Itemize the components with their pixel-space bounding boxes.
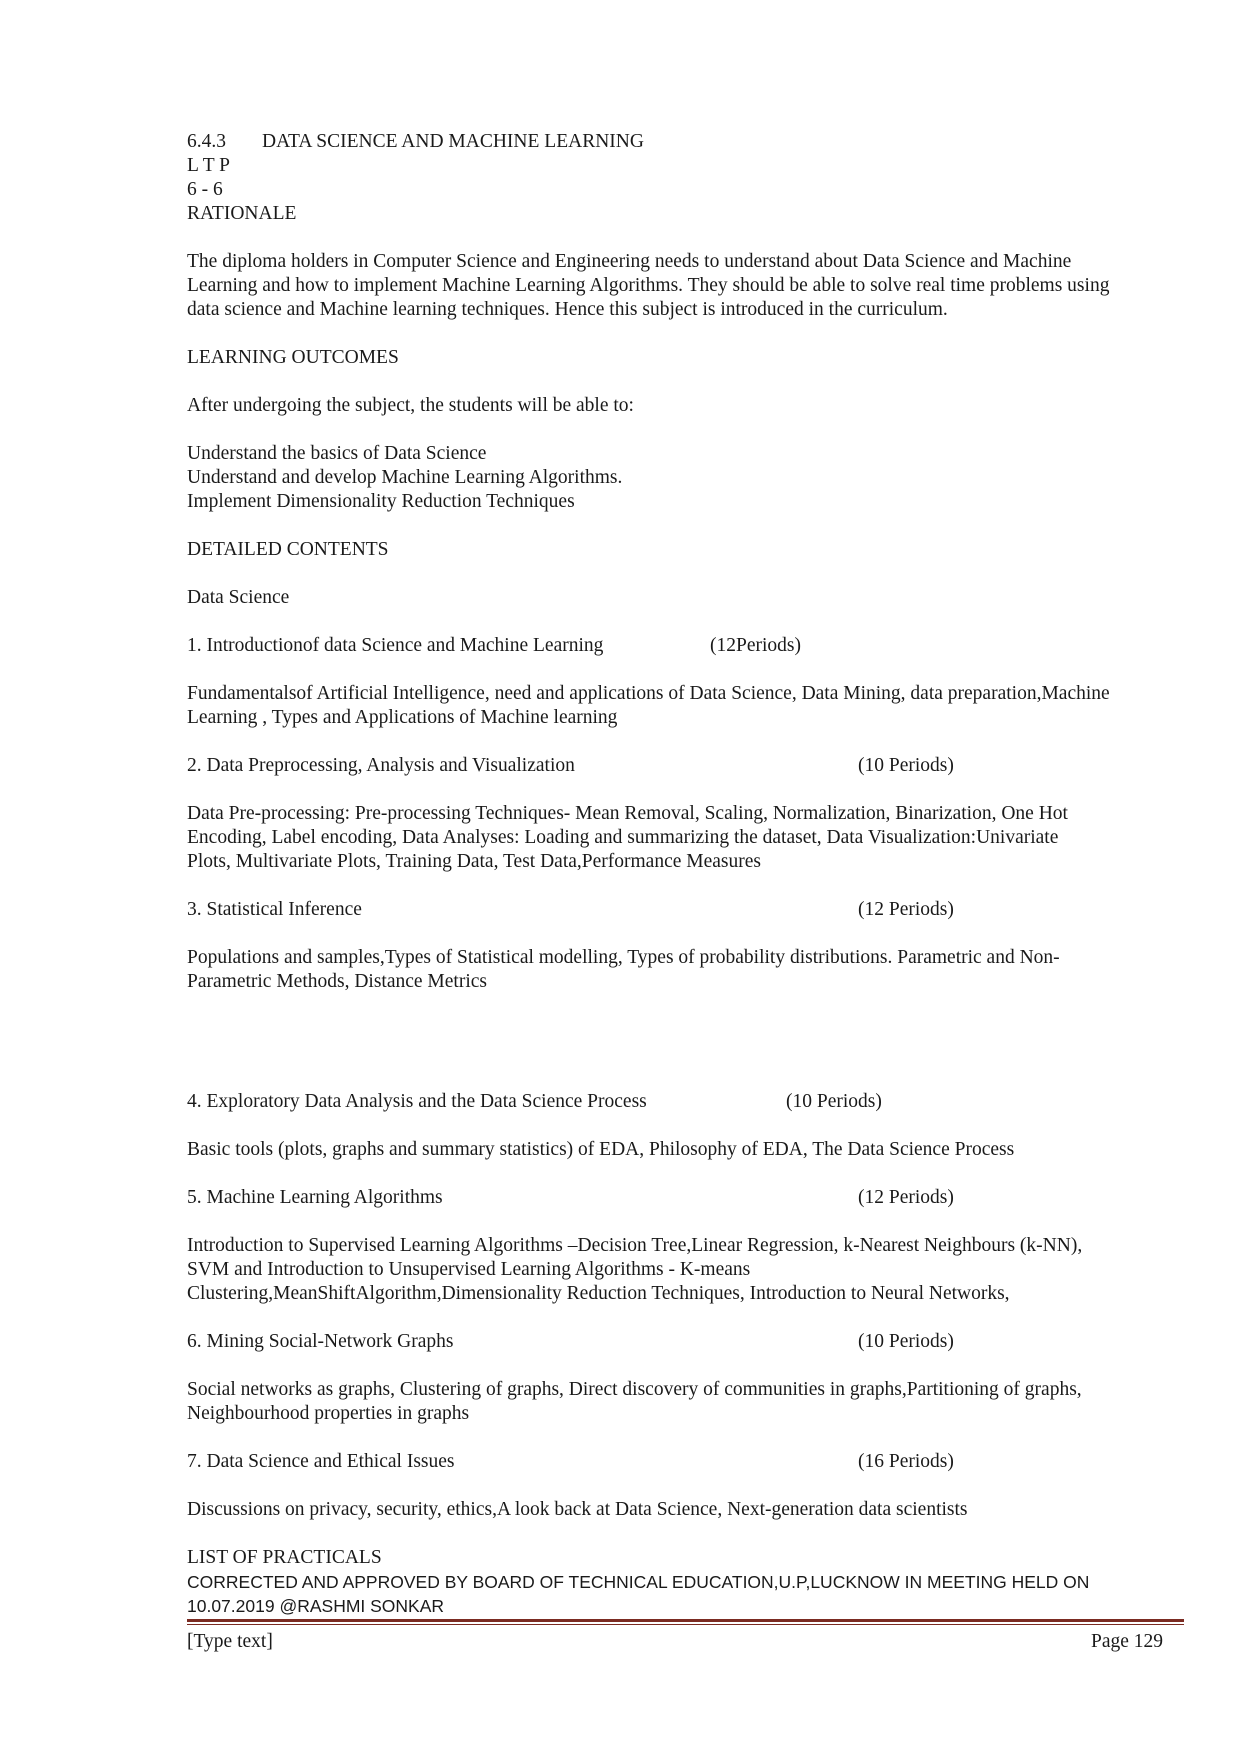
unit-7-title: 7. Data Science and Ethical Issues bbox=[187, 1451, 455, 1472]
course-title: DATA SCIENCE AND MACHINE LEARNING bbox=[262, 131, 644, 152]
unit-line: Data Pre-processing: Pre-processing Techniques- Mean Removal, Scaling, Normalization, Binarization, One Hot bbox=[187, 803, 1068, 824]
unit-7-periods: (16 Periods) bbox=[858, 1451, 954, 1472]
practicals-heading: LIST OF PRACTICALS bbox=[187, 1547, 382, 1568]
unit-5-description bbox=[187, 1234, 1187, 1306]
unit-3-periods: (12 Periods) bbox=[858, 899, 954, 920]
unit-5-title: 5. Machine Learning Algorithms bbox=[187, 1187, 443, 1208]
unit-1-periods: (12Periods) bbox=[710, 635, 801, 656]
outcomes-intro: After undergoing the subject, the students will be able to: bbox=[187, 395, 634, 416]
rationale-heading: RATIONALE bbox=[187, 203, 297, 224]
unit-line: Encoding, Label encoding, Data Analyses: Loading and summarizing the dataset, Data Visualization:Univariate bbox=[187, 827, 1059, 848]
unit-line: Populations and samples,Types of Statistical modelling, Types of probability distributions. Parametric and Non- bbox=[187, 947, 1060, 968]
rationale-paragraph bbox=[187, 250, 1187, 322]
unit-6-periods: (10 Periods) bbox=[858, 1331, 954, 1352]
detailed-contents-heading: DETAILED CONTENTS bbox=[187, 539, 389, 560]
learning-outcomes-heading: LEARNING OUTCOMES bbox=[187, 347, 399, 368]
footer-rule-thin bbox=[187, 1624, 1184, 1625]
unit-line: Plots, Multivariate Plots, Training Data, Test Data,Performance Measures bbox=[187, 851, 761, 872]
ltp-header: L T P bbox=[187, 155, 230, 176]
approval-note-line1: CORRECTED AND APPROVED BY BOARD OF TECHNICAL EDUCATION,U.P,LUCKNOW IN MEETING HELD ON bbox=[187, 1572, 1090, 1592]
rationale-line: The diploma holders in Computer Science and Engineering needs to understand about Data Science and Machine bbox=[187, 251, 1072, 272]
unit-4-description bbox=[187, 1138, 1187, 1162]
unit-line: Learning , Types and Applications of Machine learning bbox=[187, 707, 618, 728]
section-number: 6.4.3 bbox=[187, 131, 226, 152]
unit-4-title: 4. Exploratory Data Analysis and the Data Science Process bbox=[187, 1091, 647, 1112]
unit-line: Introduction to Supervised Learning Algorithms –Decision Tree,Linear Regression, k-Nearest Neighbours (k-NN), bbox=[187, 1235, 1083, 1256]
unit-1-description bbox=[187, 682, 1187, 730]
approval-note-line2: 10.07.2019 @RASHMI SONKAR bbox=[187, 1596, 445, 1616]
outcome-item: Implement Dimensionality Reduction Techniques bbox=[187, 491, 575, 512]
outcome-item: Understand the basics of Data Science bbox=[187, 443, 487, 464]
unit-7-description bbox=[187, 1498, 1187, 1522]
unit-line: Parametric Methods, Distance Metrics bbox=[187, 971, 487, 992]
unit-6-description bbox=[187, 1378, 1187, 1426]
ltp-values: 6 - 6 bbox=[187, 179, 223, 200]
footer-placeholder-text: [Type text] bbox=[187, 1631, 273, 1652]
unit-line: SVM and Introduction to Unsupervised Learning Algorithms - K-means bbox=[187, 1259, 751, 1280]
page-number: Page 129 bbox=[1091, 1631, 1164, 1652]
unit-line: Basic tools (plots, graphs and summary statistics) of EDA, Philosophy of EDA, The Data Science Process bbox=[187, 1139, 1015, 1160]
footer-rule bbox=[187, 1619, 1184, 1622]
unit-4-periods: (10 Periods) bbox=[786, 1091, 882, 1112]
unit-line: Discussions on privacy, security, ethics,A look back at Data Science, Next-generation data scientists bbox=[187, 1499, 968, 1520]
unit-2-description bbox=[187, 802, 1187, 874]
rationale-line: data science and Machine learning techniques. Hence this subject is introduced in the curriculum. bbox=[187, 299, 948, 320]
outcome-item: Understand and develop Machine Learning Algorithms. bbox=[187, 467, 623, 488]
unit-5-periods: (12 Periods) bbox=[858, 1187, 954, 1208]
unit-line: Social networks as graphs, Clustering of graphs, Direct discovery of communities in graphs,Partitioning of graphs, bbox=[187, 1379, 1082, 1400]
unit-2-periods: (10 Periods) bbox=[858, 755, 954, 776]
subject-heading: Data Science bbox=[187, 587, 290, 608]
unit-line: Neighbourhood properties in graphs bbox=[187, 1403, 470, 1424]
unit-3-description bbox=[187, 946, 1187, 994]
rationale-line: Learning and how to implement Machine Learning Algorithms. They should be able to solve real time problems using bbox=[187, 275, 1110, 296]
outcomes-list bbox=[187, 442, 1187, 514]
unit-line: Clustering,MeanShiftAlgorithm,Dimensionality Reduction Techniques, Introduction to Neural Networks, bbox=[187, 1283, 1010, 1304]
unit-6-title: 6. Mining Social-Network Graphs bbox=[187, 1331, 454, 1352]
unit-2-title: 2. Data Preprocessing, Analysis and Visualization bbox=[187, 755, 575, 776]
unit-3-title: 3. Statistical Inference bbox=[187, 899, 362, 920]
unit-1-title: 1. Introductionof data Science and Machine Learning bbox=[187, 635, 604, 656]
unit-line: Fundamentalsof Artificial Intelligence, need and applications of Data Science, Data Mining, data preparation,Machine bbox=[187, 683, 1110, 704]
